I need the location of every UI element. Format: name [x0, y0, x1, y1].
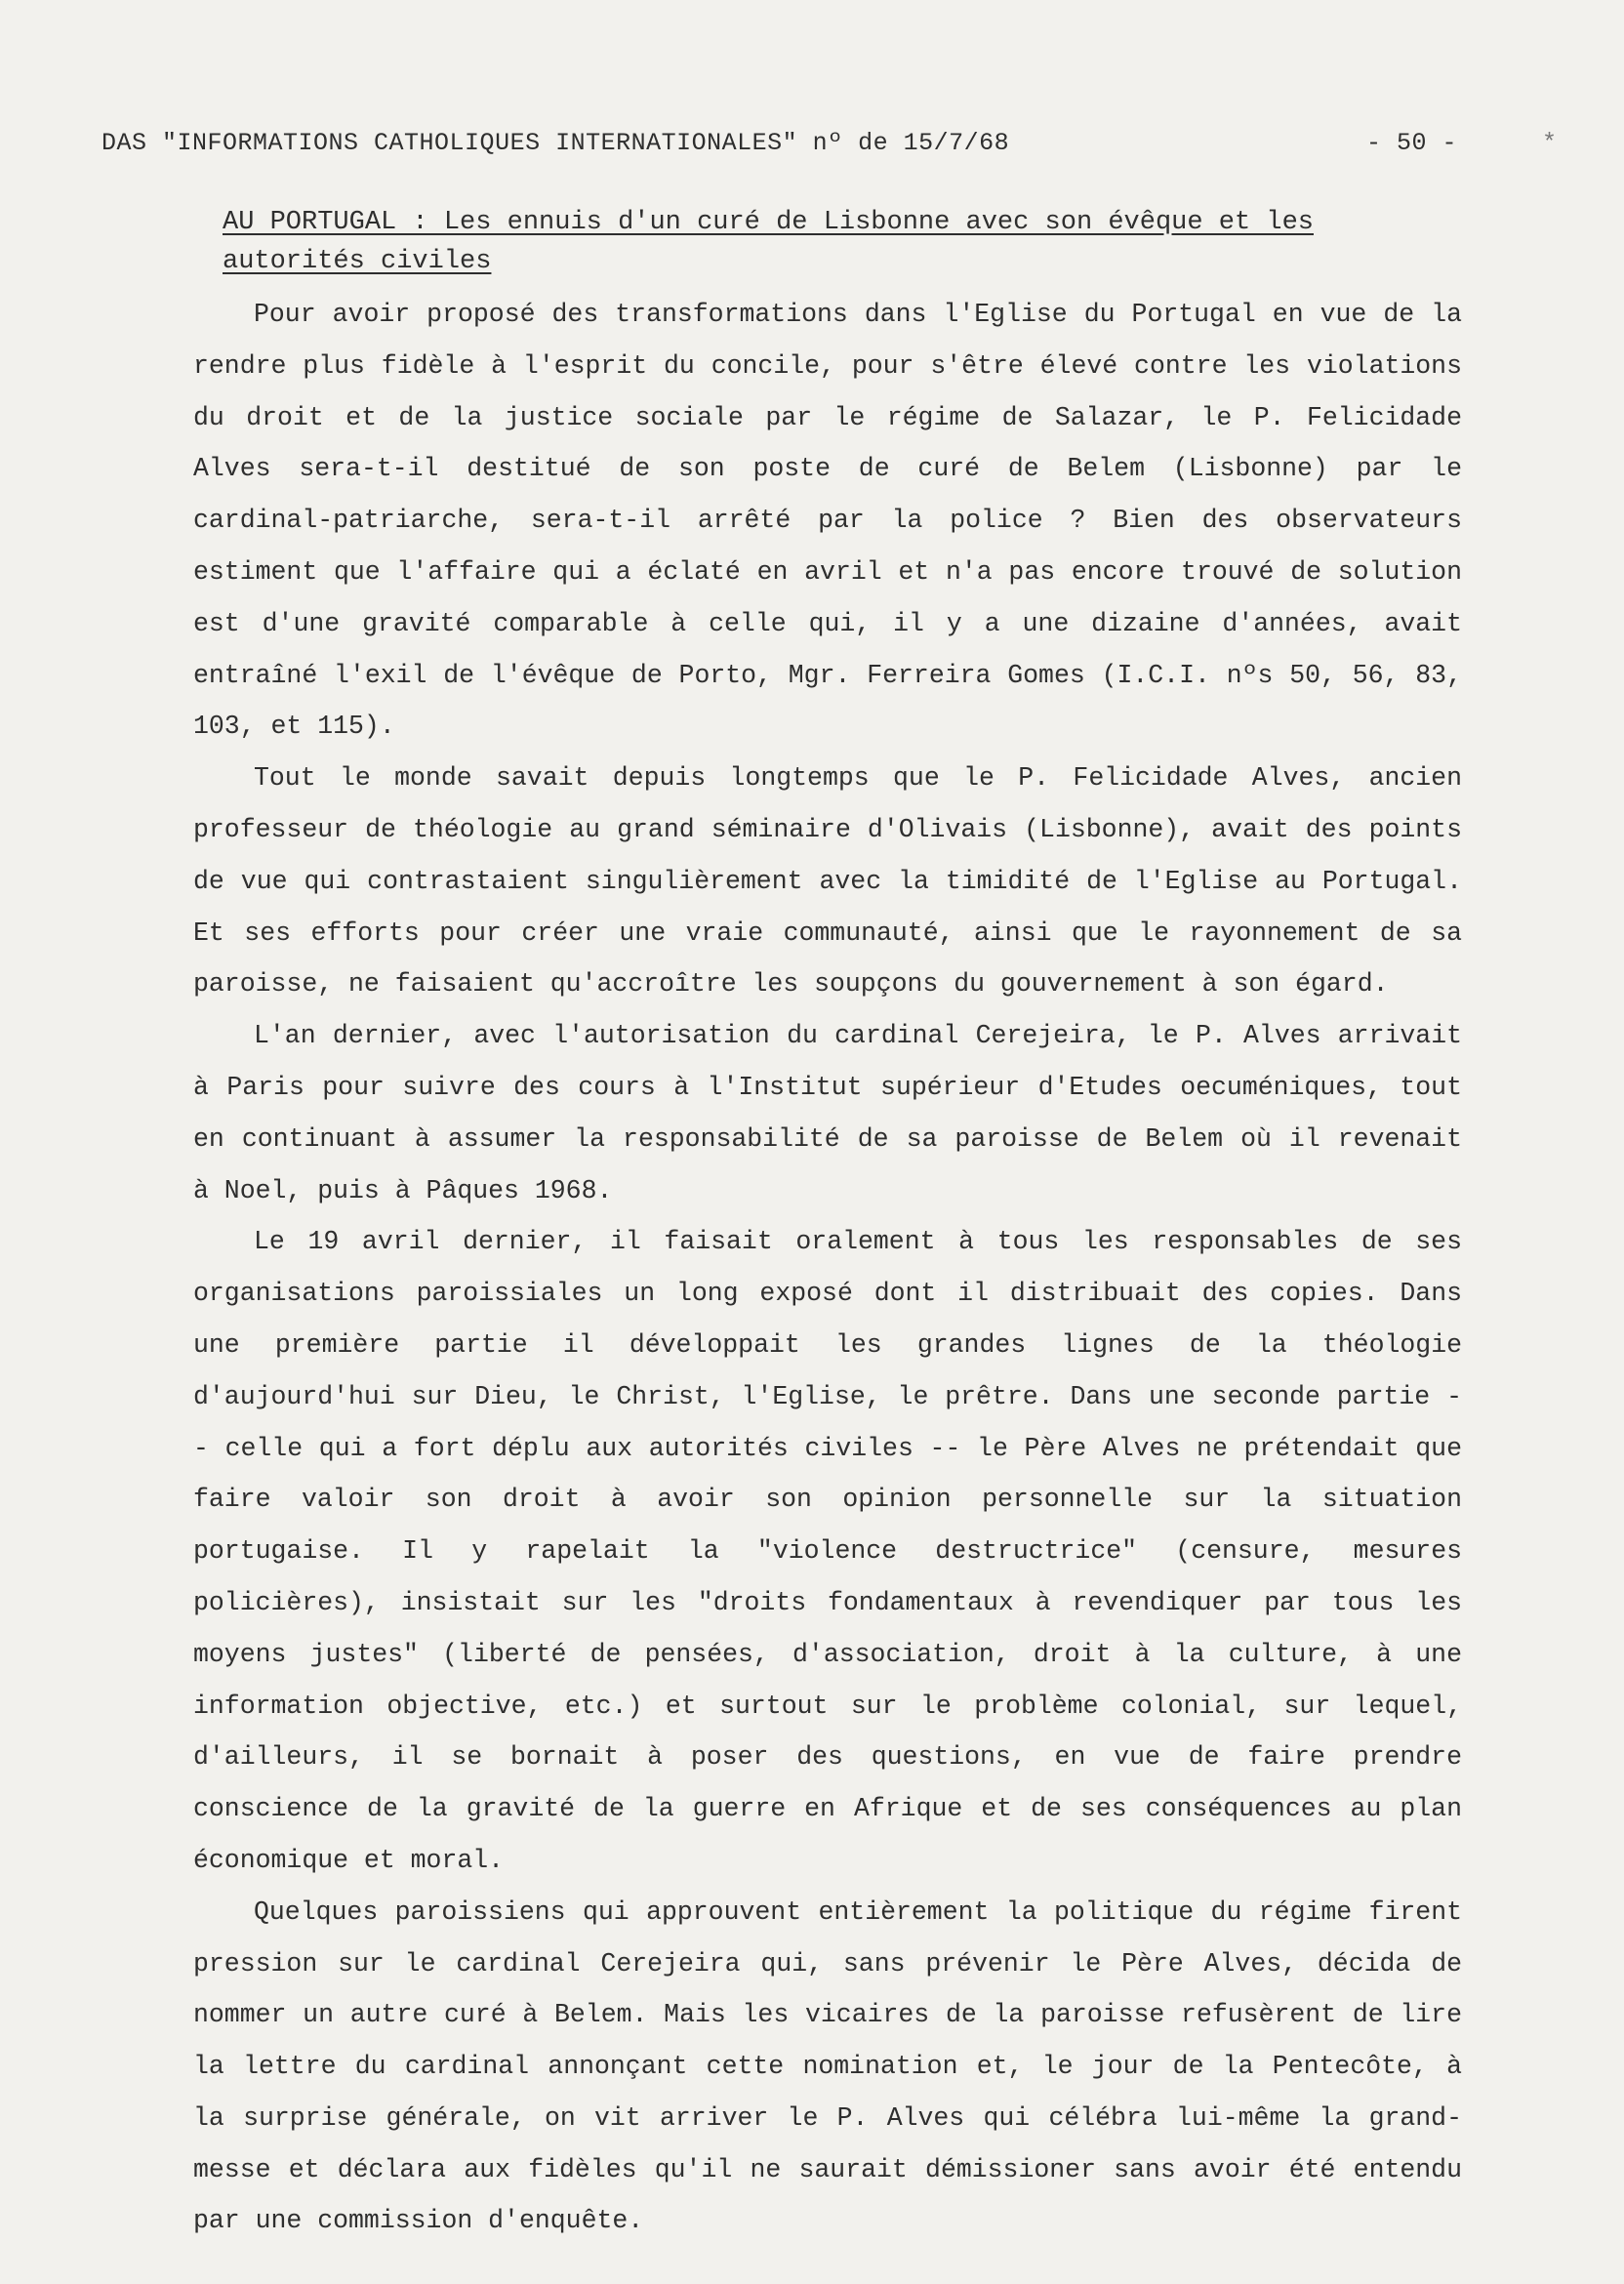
page-number: - 50 -	[1366, 129, 1458, 157]
paragraph-4: Le 19 avril dernier, il faisait oralement à tous les responsables de ses organisations paroissiales un long exposé dont il distribuait des copies. Dans une première partie il développait les grandes lignes de la théologie d'aujourd'hui sur Dieu, le Christ, l'Eglise, le prêtre. Dans une seconde partie -- celle qui a fort déplu aux autorités civiles -- le Père Alves ne prétendait que faire valoir son droit à avoir son opinion personnelle sur la situation portugaise. Il y rapelait la "violence destructrice" (censure, mesures policières), insistait sur les "droits fondamentaux à revendiquer par tous les moyens justes" (liberté de pensées, d'association, droit à la culture, à une information objective, etc.) et surtout sur le problème colonial, sur lequel, d'ailleurs, il se bornait à poser des questions, en vue de faire prendre conscience de la gravité de la guerre en Afrique et de ses conséquences au plan économique et moral.	[193, 1227, 1462, 1875]
paragraph-5: Quelques paroissiens qui approuvent entièrement la politique du régime firent pression sur le cardinal Cerejeira qui, sans prévenir le Père Alves, décida de nommer un autre curé à Belem. Mais les vicaires de la paroisse refusèrent de lire la lettre du cardinal annonçant cette nomination et, le jour de la Pentecôte, à la surprise générale, on vit arriver le P. Alves qui célébra lui-même la grand-messe et déclara aux fidèles qu'il ne saurait démissioner sans avoir été entendu par une commission d'enquête.	[193, 1897, 1462, 2236]
margin-mark: *	[1542, 129, 1558, 157]
article-body	[193, 289, 1462, 2247]
paragraph-3: L'an dernier, avec l'autorisation du cardinal Cerejeira, le P. Alves arrivait à Paris pour suivre des cours à l'Institut supérieur d'Etudes oecuméniques, tout en continuant à assumer la responsabilité de sa paroisse de Belem où il revenait à Noel, puis à Pâques 1968.	[193, 1021, 1462, 1205]
header-source: DAS "INFORMATIONS CATHOLIQUES INTERNATIONALES" nº de 15/7/68	[102, 129, 1010, 157]
article-title: AU PORTUGAL : Les ennuis d'un curé de Lisbonne avec son évêque et les autorités civiles	[223, 208, 1314, 276]
paragraph-2: Tout le monde savait depuis longtemps que le P. Felicidade Alves, ancien professeur de théologie au grand séminaire d'Olivais (Lisbonne), avait des points de vue qui contrastaient singulièrement avec la timidité de l'Eglise au Portugal. Et ses efforts pour créer une vraie communauté, ainsi que le rayonnement de sa paroisse, ne faisaient qu'accroître les soupçons du gouvernement à son égard.	[193, 763, 1462, 999]
paragraph-1: Pour avoir proposé des transformations dans l'Eglise du Portugal en vue de la rendre plus fidèle à l'esprit du concile, pour s'être élevé contre les violations du droit et de la justice sociale par le régime de Salazar, le P. Felicidade Alves sera-t-il destitué de son poste de curé de Belem (Lisbonne) par le cardinal-patriarche, sera-t-il arrêté par la police ? Bien des observateurs estiment que l'affaire qui a éclaté en avril et n'a pas encore trouvé de solution est d'une gravité comparable à celle qui, il y a une dizaine d'années, avait entraîné l'exil de l'évêque de Porto, Mgr. Ferreira Gomes (I.C.I. nºs 50, 56, 83, 103, et 115).	[193, 300, 1462, 742]
